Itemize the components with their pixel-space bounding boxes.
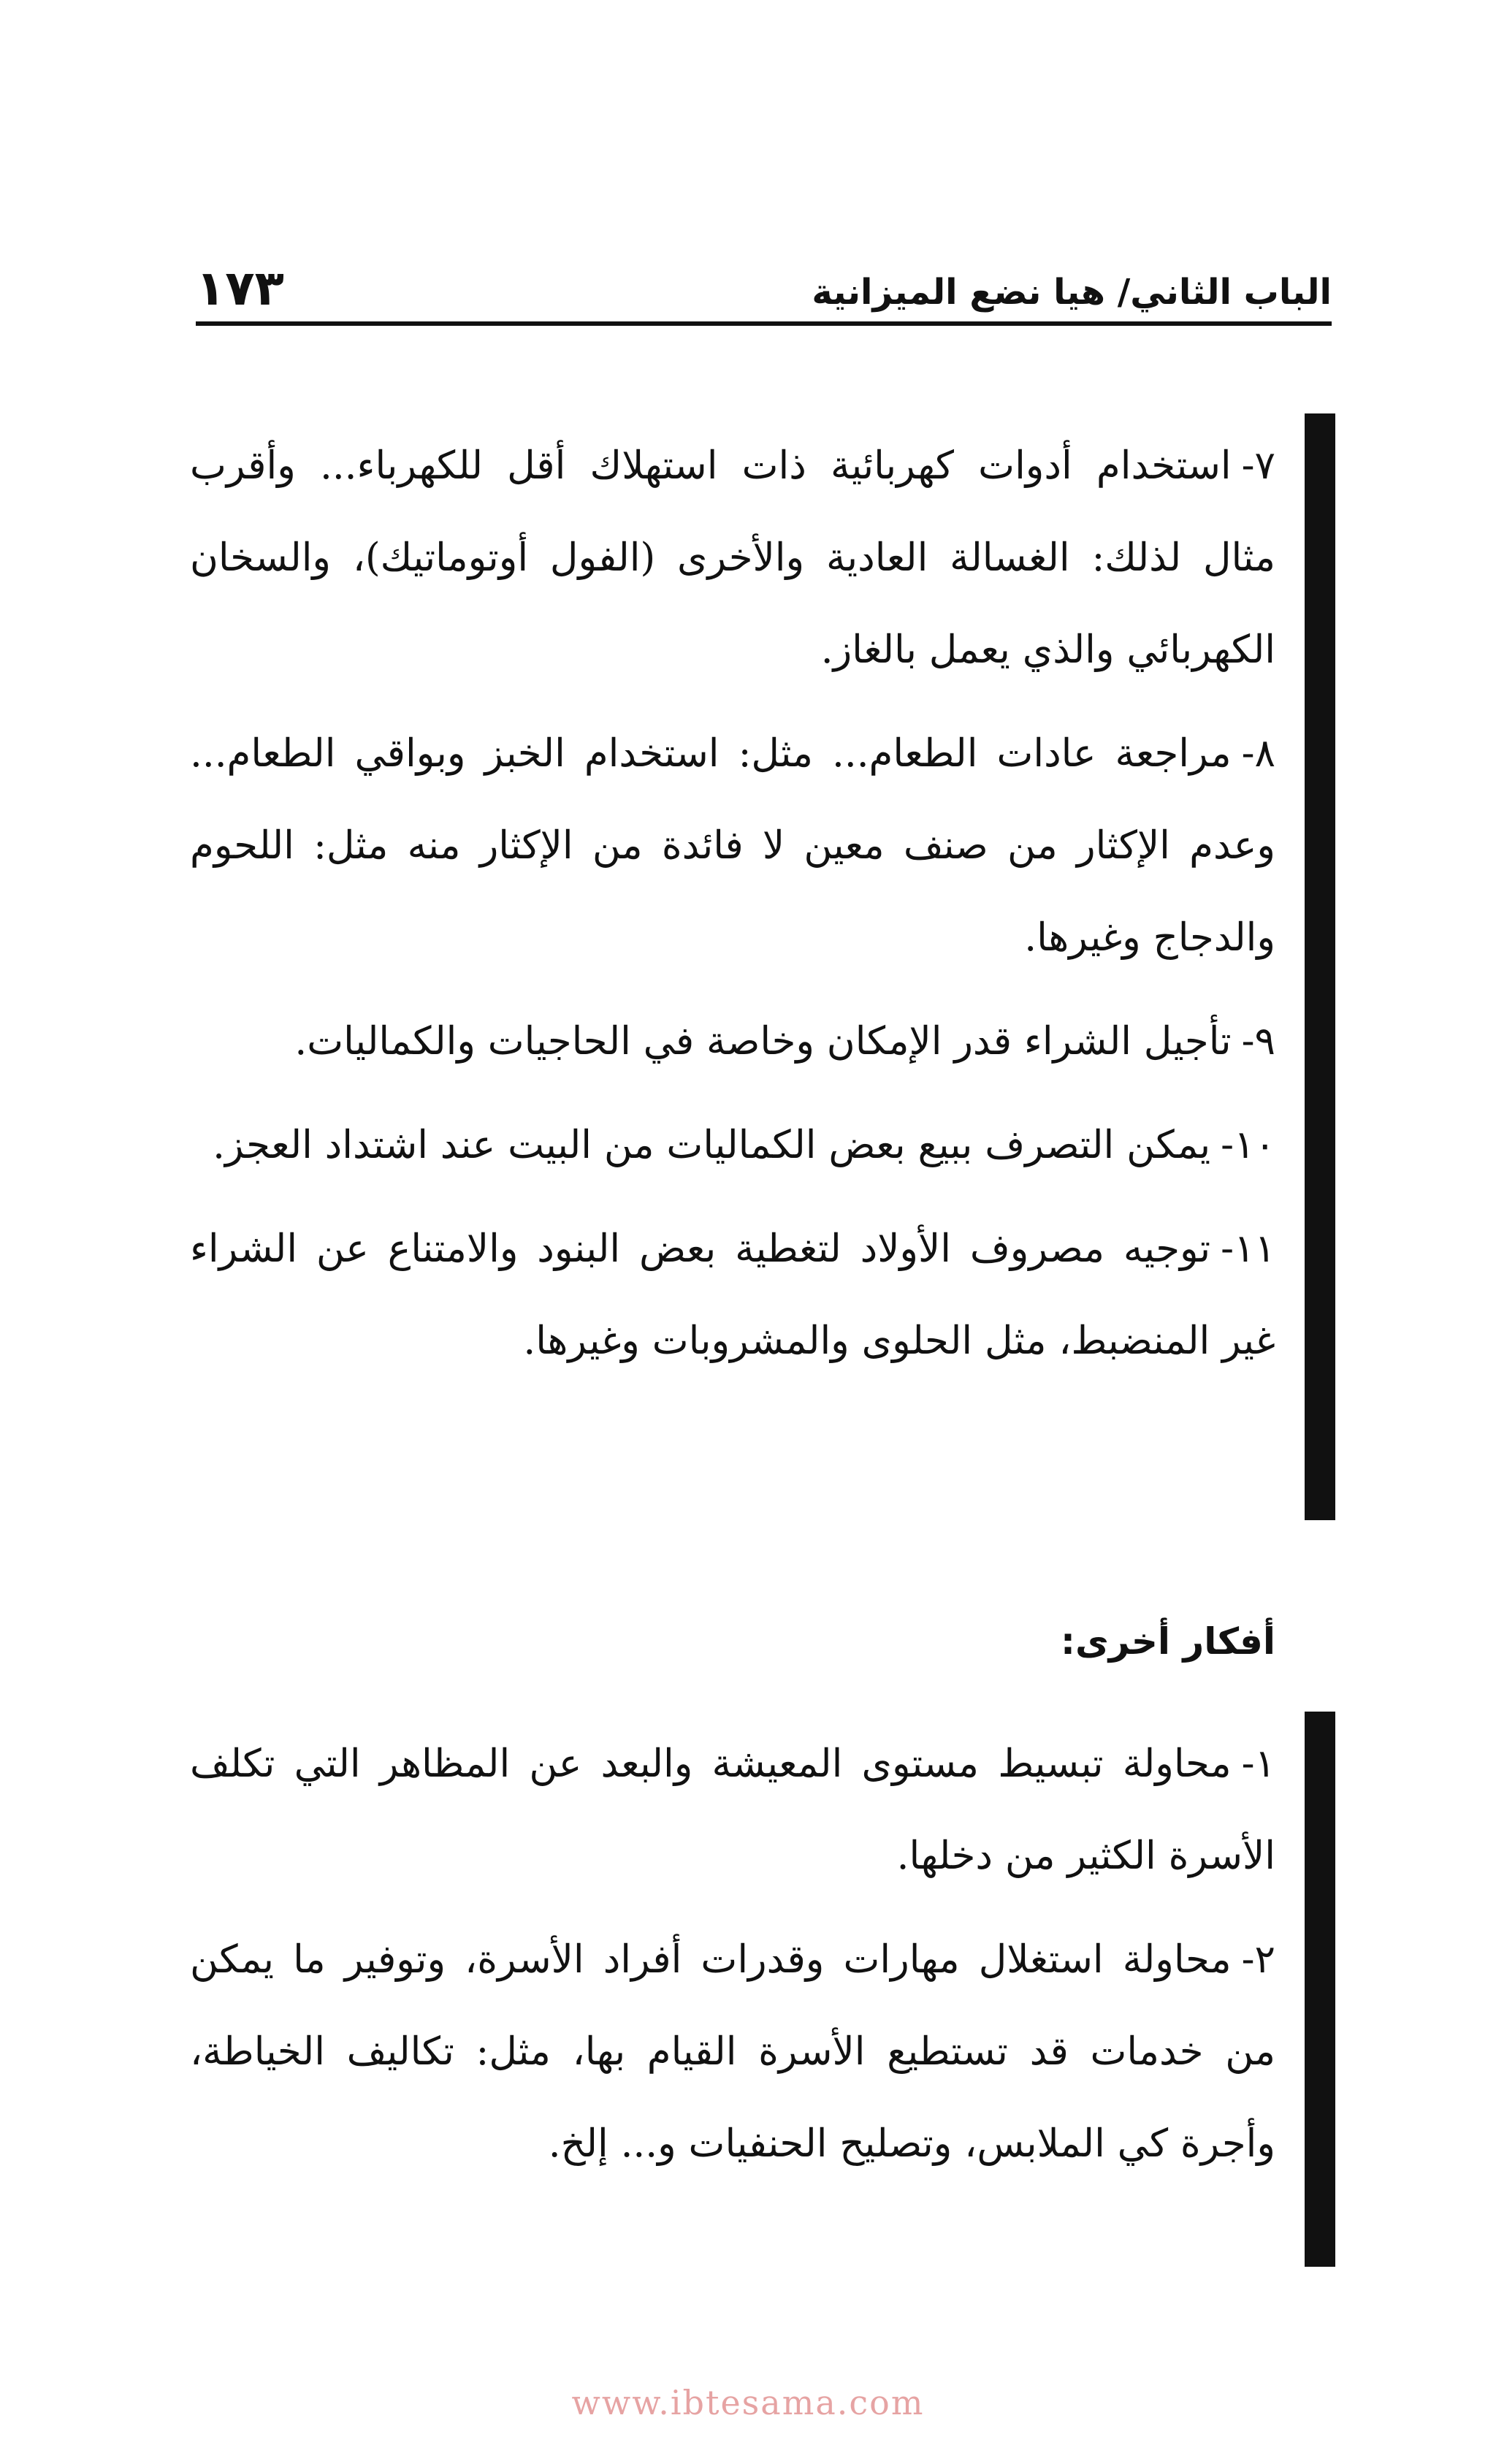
list-item (190, 1203, 1275, 1387)
other-ideas-list (190, 1718, 1275, 2202)
list-item (190, 996, 1275, 1088)
header-rule (196, 321, 1332, 326)
item-number: ٢- (1241, 1937, 1275, 1982)
item-number: ١٠- (1221, 1123, 1275, 1167)
list-item (190, 708, 1275, 984)
item-number: ٩- (1241, 1019, 1275, 1064)
item-text: استخدام أدوات كهربائية ذات استهلاك أقل للكهرباء... وأقرب مثال لذلك: الغسالة العادية والأخرى (الفول أوتوماتيك)، والسخان الكهربائي والذي يعمل بالغاز. (190, 443, 1275, 672)
list-item (190, 420, 1275, 696)
tips-list (190, 420, 1275, 1399)
item-number: ٨- (1241, 731, 1275, 776)
item-number: ١- (1241, 1742, 1275, 1786)
item-text: محاولة استغلال مهارات وقدرات أفراد الأسرة، وتوفير ما يمكن من خدمات قد تستطيع الأسرة القيام بها، مثل: تكاليف الخياطة، وأجرة كي الملابس، وتصليح الحنفيات و... إلخ. (190, 1937, 1275, 2166)
section-bar (1305, 413, 1335, 1520)
item-number: ٧- (1241, 443, 1275, 488)
list-item (190, 1718, 1275, 1902)
section-bar (1305, 1712, 1335, 2267)
item-text: مراجعة عادات الطعام... مثل: استخدام الخبز وبواقي الطعام... وعدم الإكثار من صنف معين لا فائدة من الإكثار منه مثل: اللحوم والدجاج وغيرها. (190, 731, 1275, 960)
running-header: الباب الثاني/ هيا نضع الميزانية (812, 272, 1332, 313)
item-text: تأجيل الشراء قدر الإمكان وخاصة في الحاجيات والكماليات. (294, 1019, 1232, 1064)
item-number: ١١- (1221, 1227, 1275, 1271)
item-text: توجيه مصروف الأولاد لتغطية بعض البنود والامتناع عن الشراء غير المنضبط، مثل الحلوى والمشروبات وغيرها. (190, 1227, 1275, 1363)
item-text: يمكن التصرف ببيع بعض الكماليات من البيت عند اشتداد العجز. (213, 1123, 1211, 1167)
page-number: ١٧٣ (196, 260, 284, 316)
item-text: محاولة تبسيط مستوى المعيشة والبعد عن المظاهر التي تكلف الأسرة الكثير من دخلها. (190, 1742, 1275, 1878)
list-item (190, 1914, 1275, 2190)
list-item (190, 1099, 1275, 1191)
section-heading: أفكار أخرى: (1060, 1620, 1275, 1663)
watermark: www.ibtesama.com (571, 2383, 925, 2422)
